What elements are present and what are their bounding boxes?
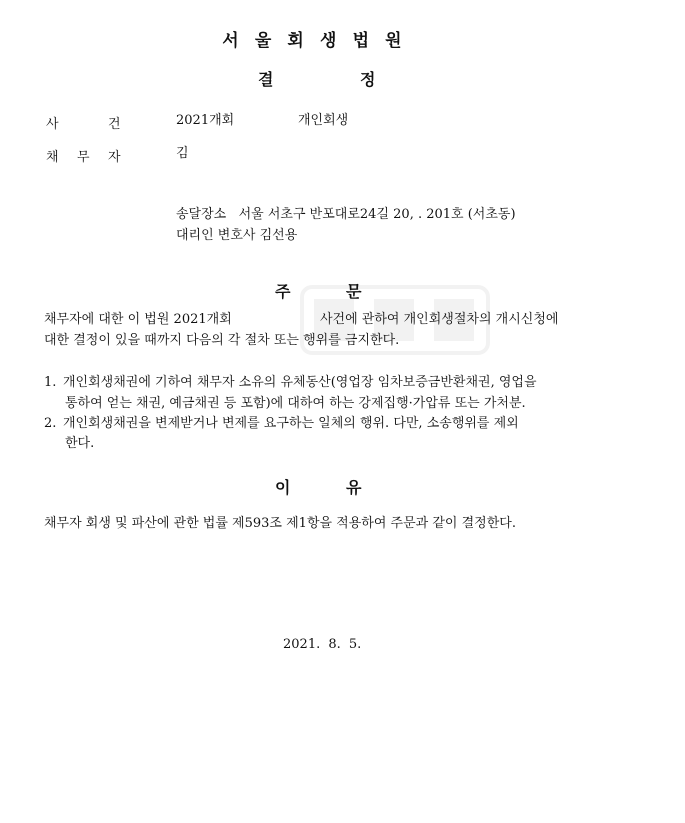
service-agent: 대리인 변호사 김선용 [176, 228, 298, 243]
order-item-1-line1: 개인회생채권에 기하여 채무자 소유의 유체동산(영업장 임차보증금반환채권, 영업을 [63, 375, 537, 390]
case-type: 개인회생 [298, 113, 349, 128]
doc-title-char-2: 정 [360, 70, 376, 89]
reason-heading-char-2: 유 [346, 478, 362, 497]
case-number: 2021개회 [176, 113, 235, 128]
court-name: 서울회생법원 [222, 31, 418, 51]
order-item-2-number: 2. [44, 416, 57, 431]
order-intro-line1-part1: 채무자에 대한 이 법원 2021개회 [44, 312, 232, 327]
order-item-2-line2: 한다. [65, 436, 95, 451]
case-label-char-2: 건 [108, 117, 121, 132]
order-item-1-line2: 통하여 얻는 채권, 예금채권 등 포함)에 대하여 하는 강제집행·가압류 또는 가처분. [65, 396, 526, 411]
service-address: 송달장소 서울 서초구 반포대로24길 20, . 201호 (서초동) [176, 207, 516, 222]
order-intro-line1-part2: 사건에 관하여 개인회생절차의 개시신청에 [320, 312, 559, 327]
order-item-2-line1: 개인회생채권을 변제받거나 변제를 요구하는 일체의 행위. 다만, 소송행위를 제외 [63, 416, 519, 431]
order-item-1-number: 1. [44, 375, 57, 390]
doc-title-char-1: 결 [258, 70, 274, 89]
debtor-label-char-2: 무 [77, 150, 90, 165]
order-heading-char-2: 문 [346, 282, 362, 301]
order-heading-char-1: 주 [275, 282, 291, 301]
debtor-name: 김 [176, 146, 189, 161]
case-label-char-1: 사 [46, 117, 59, 132]
debtor-label-char-3: 자 [108, 150, 121, 165]
decision-date: 2021. 8. 5. [283, 637, 362, 652]
order-intro-line2: 대한 결정이 있을 때까지 다음의 각 절차 또는 행위를 금지한다. [44, 333, 400, 348]
debtor-label-char-1: 채 [46, 150, 59, 165]
reason-heading-char-1: 이 [275, 478, 291, 497]
reason-text: 채무자 회생 및 파산에 관한 법률 제593조 제1항을 적용하여 주문과 같이 결정한다. [44, 516, 516, 531]
